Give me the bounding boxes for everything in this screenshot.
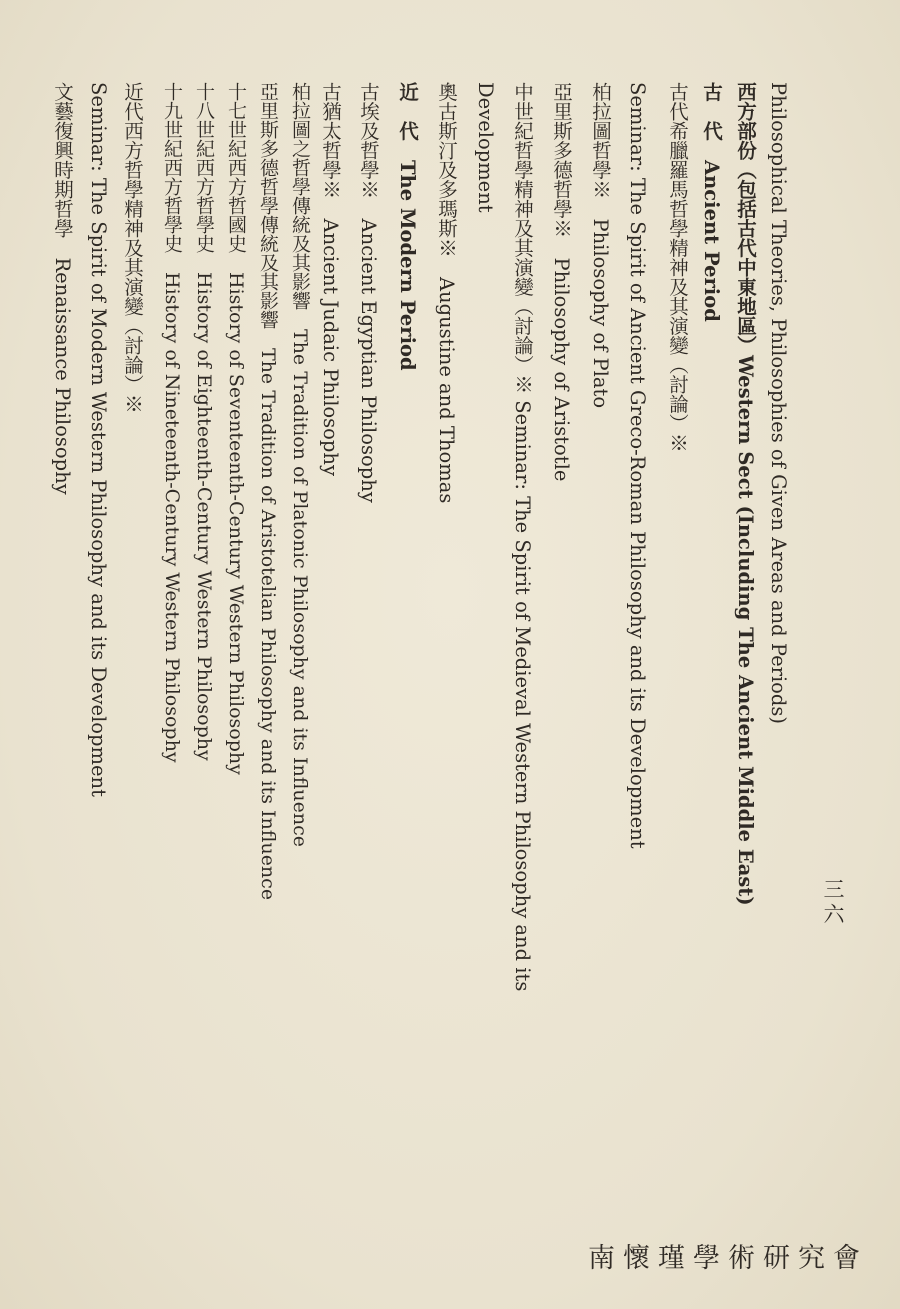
course-platonic-tradition: 柏拉圖之哲學傳統及其影響 The Tradition of Platonic Philosophy and its Influence xyxy=(289,82,311,847)
section-heading-modern: 近 代 The Modern Period xyxy=(396,82,419,371)
course-plato: 柏拉圖哲學※ Philosophy of Plato xyxy=(589,82,612,409)
course-18th-century: 十八世紀西方哲學史 History of Eighteenth-Century Western Philosophy xyxy=(193,82,215,761)
course-aristotelian-tradition: 亞里斯多德哲學傳統及其影響 The Tradition of Aristotelian Philosophy and its Influence xyxy=(257,82,279,901)
publisher-footer: 南懷瑾學術研究會 xyxy=(588,1243,868,1274)
page-number: 三六 xyxy=(821,878,845,928)
section-heading-ancient: 古 代 Ancient Period xyxy=(700,82,723,322)
course-renaissance: 文藝復興時期哲學 Renaissance Philosophy xyxy=(51,82,74,495)
section-heading-western: 西方部份（包括古代中東地區）Western Sect (Including The Ancient Middle East) xyxy=(734,82,757,906)
course-greco-roman-chinese: 古代希臘羅馬哲學精神及其演變（討論）※ xyxy=(666,82,689,453)
course-medieval: 中世紀哲學精神及其演變（討論）※ Seminar: The Spirit of Medieval Western Philosophy and its xyxy=(511,82,534,992)
course-17th-century: 十七世紀西方哲國史 History of Seventeenth-Century Western Philosophy xyxy=(225,82,247,775)
course-modern-seminar-chinese: 近代西方哲學精神及其演變（討論）※ xyxy=(121,82,144,414)
course-augustine-thomas: 奧古斯汀及多瑪斯※ Augustine and Thomas xyxy=(435,82,458,504)
course-modern-seminar-english: Seminar: The Spirit of Modern Western Philosophy and its Development xyxy=(87,82,110,797)
course-medieval-continued: Development xyxy=(474,82,497,213)
course-aristotle: 亞里斯多德哲學※ Philosophy of Aristotle xyxy=(550,82,573,482)
course-19th-century: 十九世紀西方哲學史 History of Nineteenth-Century Western Philosophy xyxy=(161,82,183,763)
course-judaic: 古猶太哲學※ Ancient Judaic Philosophy xyxy=(319,82,342,476)
course-egyptian: 古埃及哲學※ Ancient Egyptian Philosophy xyxy=(357,82,380,503)
text-line-1: Philosophical Theories, Philosophies of Given Areas and Periods) xyxy=(767,82,790,725)
course-greco-roman-english: Seminar: The Spirit of Ancient Greco-Roman Philosophy and its Development xyxy=(626,82,649,849)
